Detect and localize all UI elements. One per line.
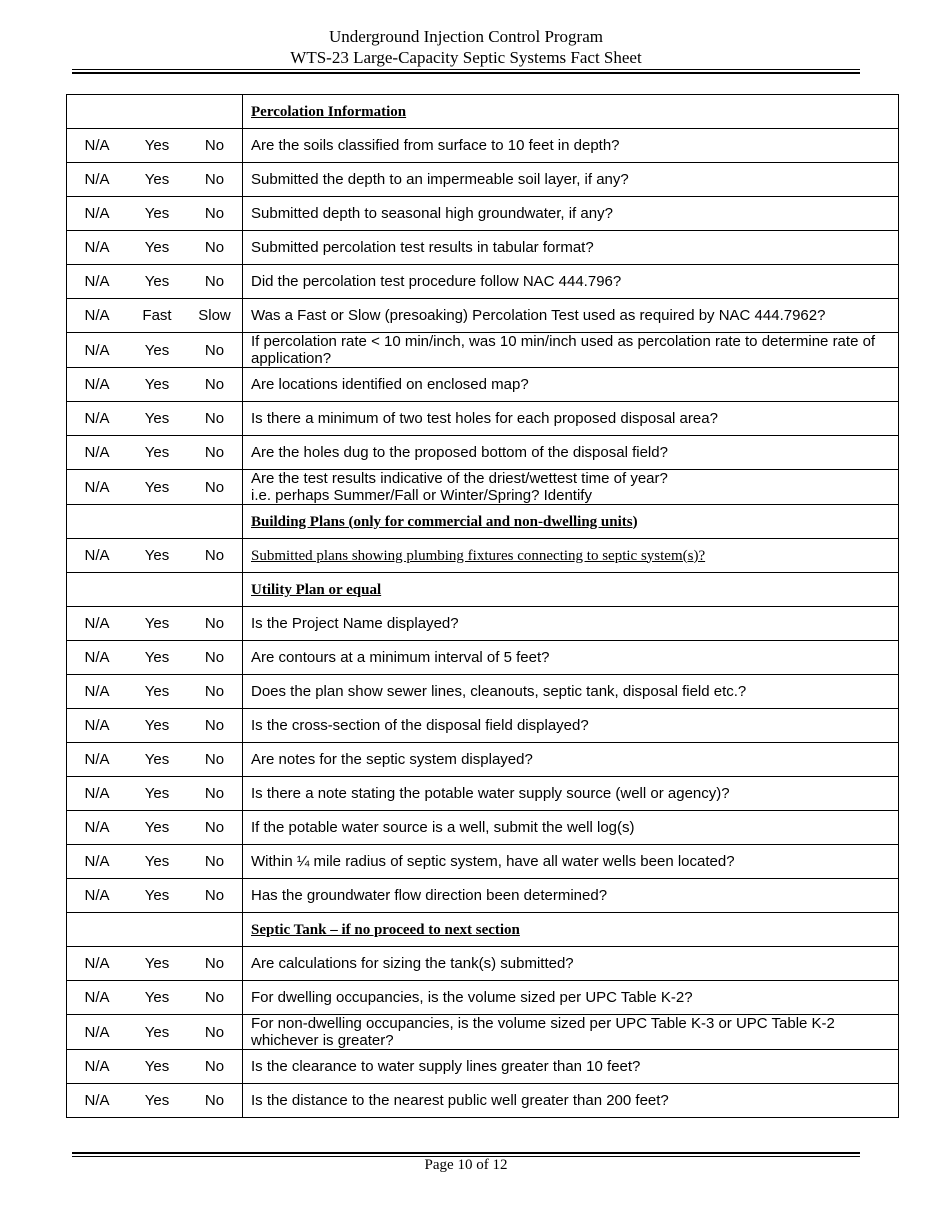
option-no[interactable]: No xyxy=(204,547,225,564)
question-label: Was a Fast or Slow (presoaking) Percolation Test used as required by NAC 444.7962? xyxy=(251,307,826,324)
section-label: Utility Plan or equal xyxy=(251,581,382,598)
option-na[interactable]: N/A xyxy=(84,410,110,427)
question-label: Does the plan show sewer lines, cleanouts, septic tank, disposal field etc.? xyxy=(251,683,747,700)
option-yes[interactable]: Yes xyxy=(144,683,170,700)
option-na[interactable]: N/A xyxy=(84,376,110,393)
question-text xyxy=(243,163,899,197)
question-label: Are the holes dug to the proposed bottom of the disposal field? xyxy=(251,444,668,461)
checklist-row xyxy=(67,811,899,845)
option-na[interactable]: N/A xyxy=(84,307,110,324)
option-no[interactable]: No xyxy=(204,717,225,734)
question-label-line2: i.e. perhaps Summer/Fall or Winter/Spring? Identify xyxy=(251,487,592,504)
checklist-row xyxy=(67,981,899,1015)
question-label: Are contours at a minimum interval of 5 feet? xyxy=(251,649,550,666)
answer-options xyxy=(67,879,243,913)
program-title: Underground Injection Control Program xyxy=(328,27,603,46)
question-label: Is there a note stating the potable water supply source (well or agency)? xyxy=(251,785,730,802)
question-label: Submitted plans showing plumbing fixtures connecting to septic system(s)? xyxy=(251,547,706,564)
answer-options xyxy=(67,709,243,743)
option-yes[interactable]: Yes xyxy=(144,887,170,904)
option-no[interactable]: No xyxy=(204,444,225,461)
section-header-row xyxy=(67,913,899,947)
section-title xyxy=(243,573,899,607)
option-na[interactable]: N/A xyxy=(84,444,110,461)
question-label: Within ¼ mile radius of septic system, have all water wells been located? xyxy=(251,853,735,870)
checklist-row xyxy=(67,1015,899,1050)
section-label: Percolation Information xyxy=(251,103,407,120)
option-na[interactable]: N/A xyxy=(84,615,110,632)
option-no[interactable]: No xyxy=(204,785,225,802)
checklist-row xyxy=(67,947,899,981)
question-label: Is the cross-section of the disposal field displayed? xyxy=(251,717,589,734)
option-na[interactable]: N/A xyxy=(84,853,110,870)
question-text xyxy=(243,197,899,231)
checklist-row xyxy=(67,197,899,231)
question-label: Are the test results indicative of the driest/wettest time of year? xyxy=(251,470,668,487)
answer-options xyxy=(67,265,243,299)
answer-options xyxy=(67,573,243,607)
option-yes[interactable]: Yes xyxy=(144,1092,170,1109)
answer-options xyxy=(67,231,243,265)
answer-options xyxy=(67,1084,243,1118)
question-text xyxy=(243,231,899,265)
option-no[interactable]: No xyxy=(204,478,225,496)
option-yes[interactable]: Yes xyxy=(144,649,170,666)
option-no[interactable]: No xyxy=(204,955,225,972)
option-na[interactable]: N/A xyxy=(84,989,110,1006)
answer-options xyxy=(67,368,243,402)
section-label: Septic Tank – if no proceed to next section xyxy=(251,921,520,938)
question-text xyxy=(243,947,899,981)
option-yes[interactable]: Yes xyxy=(144,955,170,972)
section-header-row xyxy=(67,573,899,607)
option-no[interactable]: No xyxy=(204,205,225,222)
option-na[interactable]: N/A xyxy=(84,341,110,359)
option-yes[interactable]: Yes xyxy=(144,410,170,427)
checklist-row xyxy=(67,879,899,913)
option-no[interactable]: No xyxy=(204,853,225,870)
option-no[interactable]: No xyxy=(204,239,225,256)
option-na[interactable]: N/A xyxy=(84,137,110,154)
option-yes[interactable]: Yes xyxy=(144,1058,170,1075)
question-text xyxy=(243,1084,899,1118)
checklist-table xyxy=(66,94,899,1118)
section-header-row xyxy=(67,505,899,539)
option-yes[interactable]: Yes xyxy=(144,239,170,256)
option-yes[interactable]: Yes xyxy=(144,751,170,768)
question-label: Are notes for the septic system displayed? xyxy=(251,751,533,768)
checklist-row xyxy=(67,777,899,811)
section-title xyxy=(243,95,899,129)
option-yes[interactable]: Yes xyxy=(144,989,170,1006)
checklist-row xyxy=(67,470,899,505)
option-na[interactable]: N/A xyxy=(84,171,110,188)
question-label: For non-dwelling occupancies, is the volume sized per UPC Table K-3 or UPC Table K-2 whichever is greater? xyxy=(251,1015,835,1049)
checklist-row xyxy=(67,333,899,368)
question-label: Are the soils classified from surface to 10 feet in depth? xyxy=(251,137,620,154)
question-label: Submitted percolation test results in tabular format? xyxy=(251,239,594,256)
option-na[interactable]: N/A xyxy=(84,649,110,666)
answer-options xyxy=(67,743,243,777)
option-no[interactable]: No xyxy=(204,376,225,393)
question-text xyxy=(243,675,899,709)
answer-options xyxy=(67,845,243,879)
question-text xyxy=(243,333,899,368)
answer-options xyxy=(67,1050,243,1084)
option-na[interactable]: N/A xyxy=(84,751,110,768)
option-no[interactable]: No xyxy=(204,1092,225,1109)
section-label: Building Plans (only for commercial and non-dwelling units) xyxy=(251,513,638,530)
question-label: Is the clearance to water supply lines greater than 10 feet? xyxy=(251,1058,641,1075)
option-no[interactable]: No xyxy=(204,341,225,359)
question-text xyxy=(243,368,899,402)
option-yes[interactable]: Yes xyxy=(144,137,170,154)
answer-options xyxy=(67,95,243,129)
option-no[interactable]: No xyxy=(204,273,225,290)
question-text xyxy=(243,470,899,505)
option-no[interactable]: No xyxy=(204,819,225,836)
header-rule-thick xyxy=(72,72,860,74)
checklist-row xyxy=(67,231,899,265)
question-text xyxy=(243,1015,899,1050)
answer-options xyxy=(67,197,243,231)
option-na[interactable]: N/A xyxy=(84,819,110,836)
answer-options xyxy=(67,1015,243,1050)
question-text xyxy=(243,845,899,879)
option-yes[interactable]: Fast xyxy=(142,307,172,324)
checklist-row xyxy=(67,163,899,197)
option-na[interactable]: N/A xyxy=(84,683,110,700)
option-yes[interactable]: Yes xyxy=(144,171,170,188)
fact-sheet-title: WTS-23 Large-Capacity Septic Systems Fact Sheet xyxy=(290,48,642,67)
checklist-row xyxy=(67,539,899,573)
question-label: Submitted depth to seasonal high groundwater, if any? xyxy=(251,205,613,222)
option-no[interactable]: No xyxy=(204,615,225,632)
answer-options xyxy=(67,436,243,470)
question-text xyxy=(243,879,899,913)
question-label: Is there a minimum of two test holes for each proposed disposal area? xyxy=(251,410,718,427)
checklist-row xyxy=(67,402,899,436)
checklist-row xyxy=(67,607,899,641)
option-no[interactable]: No xyxy=(204,649,225,666)
checklist-row xyxy=(67,265,899,299)
option-no[interactable]: No xyxy=(204,137,225,154)
option-yes[interactable]: Yes xyxy=(144,478,170,496)
option-no[interactable]: No xyxy=(204,410,225,427)
checklist-row xyxy=(67,1050,899,1084)
checklist-row xyxy=(67,129,899,163)
checklist-row xyxy=(67,709,899,743)
checklist-row xyxy=(67,743,899,777)
question-text xyxy=(243,1050,899,1084)
answer-options xyxy=(67,947,243,981)
checklist-row xyxy=(67,1084,899,1118)
answer-options xyxy=(67,641,243,675)
option-no[interactable]: No xyxy=(204,683,225,700)
answer-options xyxy=(67,539,243,573)
question-text xyxy=(243,299,899,333)
question-text xyxy=(243,129,899,163)
option-na[interactable]: N/A xyxy=(84,955,110,972)
question-label: If the potable water source is a well, submit the well log(s) xyxy=(251,819,635,836)
option-yes[interactable]: Yes xyxy=(144,547,170,564)
answer-options xyxy=(67,129,243,163)
answer-options xyxy=(67,777,243,811)
option-no[interactable]: No xyxy=(204,171,225,188)
answer-options xyxy=(67,675,243,709)
question-text xyxy=(243,811,899,845)
checklist-row xyxy=(67,845,899,879)
option-no[interactable]: No xyxy=(204,989,225,1006)
question-text xyxy=(243,402,899,436)
checklist-row xyxy=(67,641,899,675)
option-no[interactable]: No xyxy=(204,1058,225,1075)
option-na[interactable]: N/A xyxy=(84,205,110,222)
option-na[interactable]: N/A xyxy=(84,547,110,564)
section-title xyxy=(243,913,899,947)
option-na[interactable]: N/A xyxy=(84,1058,110,1075)
option-na[interactable]: N/A xyxy=(84,478,110,496)
question-text xyxy=(243,981,899,1015)
footer-rule-thick xyxy=(72,1152,860,1154)
question-label: Are calculations for sizing the tank(s) submitted? xyxy=(251,955,574,972)
option-na[interactable]: N/A xyxy=(84,887,110,904)
option-no[interactable]: No xyxy=(204,887,225,904)
option-na[interactable]: N/A xyxy=(84,239,110,256)
page-header xyxy=(0,26,932,68)
page-number: Page 10 of 12 xyxy=(424,1157,508,1173)
question-label: Are locations identified on enclosed map? xyxy=(251,376,529,393)
option-yes[interactable]: Yes xyxy=(144,615,170,632)
option-yes[interactable]: Yes xyxy=(144,376,170,393)
question-label: Did the percolation test procedure follow NAC 444.796? xyxy=(251,273,622,290)
answer-options xyxy=(67,505,243,539)
option-na[interactable]: N/A xyxy=(84,717,110,734)
option-na[interactable]: N/A xyxy=(84,1023,110,1041)
question-text xyxy=(243,777,899,811)
option-yes[interactable]: Yes xyxy=(144,341,170,359)
question-label: Is the Project Name displayed? xyxy=(251,615,459,632)
question-text xyxy=(243,436,899,470)
question-text xyxy=(243,641,899,675)
answer-options xyxy=(67,913,243,947)
answer-options xyxy=(67,299,243,333)
option-yes[interactable]: Yes xyxy=(144,205,170,222)
option-yes[interactable]: Yes xyxy=(144,444,170,461)
checklist-row xyxy=(67,299,899,333)
option-no[interactable]: Slow xyxy=(198,307,231,324)
answer-options xyxy=(67,333,243,368)
question-text xyxy=(243,265,899,299)
answer-options xyxy=(67,163,243,197)
answer-options xyxy=(67,402,243,436)
option-no[interactable]: No xyxy=(204,751,225,768)
option-na[interactable]: N/A xyxy=(84,273,110,290)
question-label: If percolation rate < 10 min/inch, was 10 min/inch used as percolation rate to determine rate of application? xyxy=(251,333,876,367)
option-no[interactable]: No xyxy=(204,1023,225,1041)
checklist-row xyxy=(67,436,899,470)
option-na[interactable]: N/A xyxy=(84,785,110,802)
answer-options xyxy=(67,470,243,505)
section-title xyxy=(243,505,899,539)
answer-options xyxy=(67,981,243,1015)
checklist-row xyxy=(67,675,899,709)
option-yes[interactable]: Yes xyxy=(144,853,170,870)
option-yes[interactable]: Yes xyxy=(144,717,170,734)
question-text xyxy=(243,607,899,641)
answer-options xyxy=(67,607,243,641)
header-rule xyxy=(72,69,860,70)
section-header-row xyxy=(67,95,899,129)
option-yes[interactable]: Yes xyxy=(144,819,170,836)
question-label: Submitted the depth to an impermeable soil layer, if any? xyxy=(251,171,629,188)
question-label: Has the groundwater flow direction been determined? xyxy=(251,887,608,904)
option-yes[interactable]: Yes xyxy=(144,785,170,802)
answer-options xyxy=(67,811,243,845)
question-label: For dwelling occupancies, is the volume sized per UPC Table K-2? xyxy=(251,989,693,1006)
question-label: Is the distance to the nearest public well greater than 200 feet? xyxy=(251,1092,669,1109)
checklist-row xyxy=(67,368,899,402)
question-text xyxy=(243,743,899,777)
question-text xyxy=(243,709,899,743)
option-yes[interactable]: Yes xyxy=(144,273,170,290)
option-na[interactable]: N/A xyxy=(84,1092,110,1109)
question-text xyxy=(243,539,899,573)
option-yes[interactable]: Yes xyxy=(144,1023,170,1041)
